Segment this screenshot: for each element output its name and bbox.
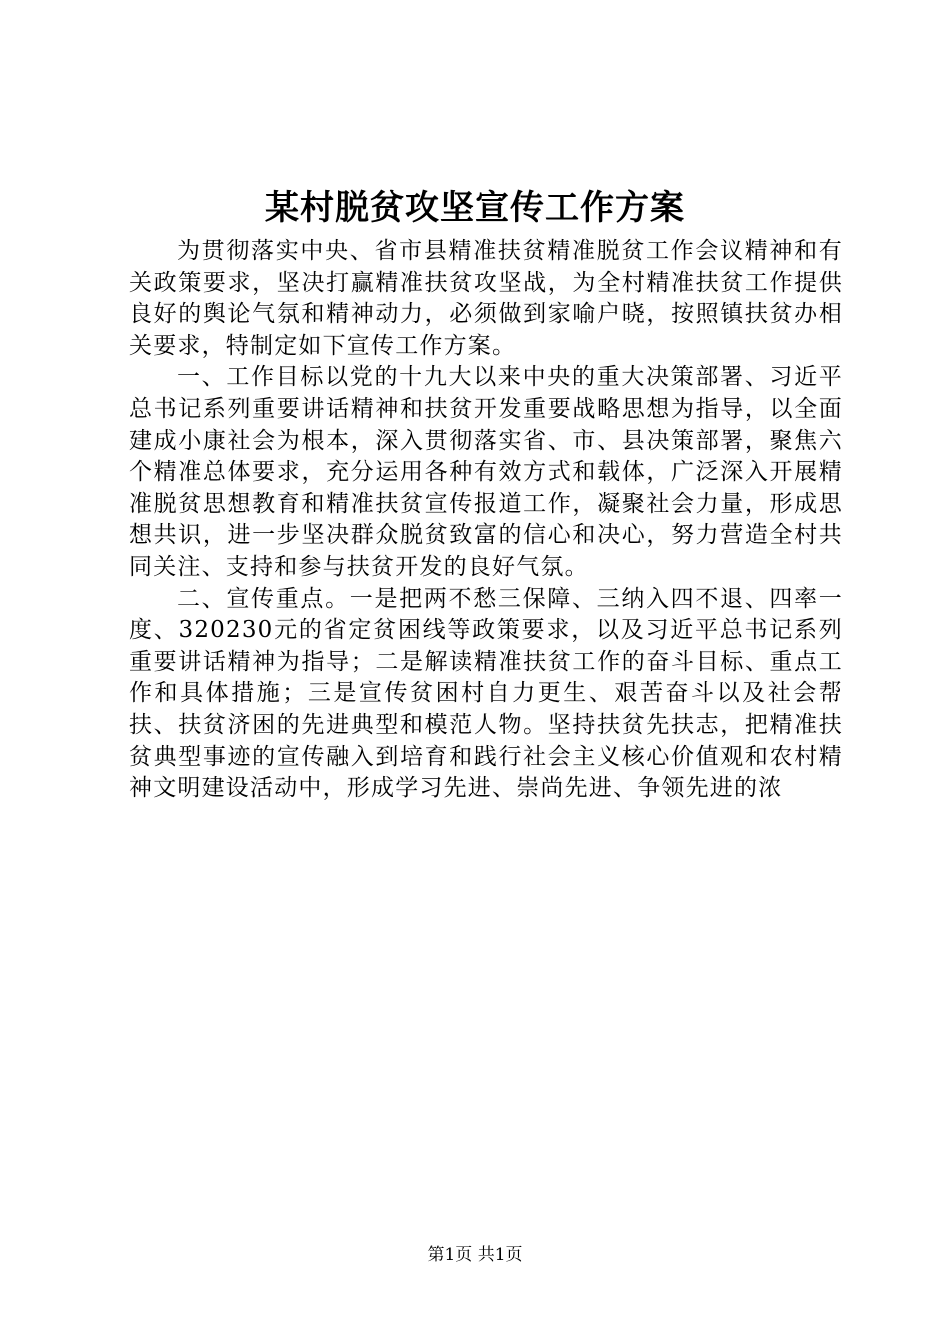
page-footer: 第1页 共1页 [427,1245,523,1265]
document-body [129,236,843,805]
document-title: 某村脱贫攻坚宣传工作方案 [265,188,685,228]
paragraph-work-goals: 一、工作目标以党的十九大以来中央的重大决策部署、习近平总书记系列重要讲话精神和扶贫开发重要战略思想为指导，以全面建成小康社会为根本，深入贯彻落实省、市、县决策部署，聚焦六个精准总体要求，充分运用各种有效方式和载体，广泛深入开展精准脱贫思想教育和精准扶贫宣传报道工作，凝聚社会力量，形成思想共识，进一步坚决群众脱贫致富的信心和决心，努力营造全村共同关注、支持和参与扶贫开发的良好气氛。 [129,364,843,580]
paragraph-intro: 为贯彻落实中央、省市县精准扶贫精准脱贫工作会议精神和有关政策要求，坚决打赢精准扶贫攻坚战，为全村精准扶贫工作提供良好的舆论气氛和精神动力，必须做到家喻户晓，按照镇扶贫办相关要求，特制定如下宣传工作方案。 [129,238,843,359]
paragraph-publicity-focus: 二、宣传重点。一是把两不愁三保障、三纳入四不退、四率一度、320230元的省定贫困线等政策要求，以及习近平总书记系列重要讲话精神为指导；二是解读精准扶贫工作的奋斗目标、重点工作和具体措施；三是宣传贫困村自力更生、艰苦奋斗以及社会帮扶、扶贫济困的先进典型和模范人物。坚持扶贫先扶志，把精准扶贫典型事迹的宣传融入到培育和践行社会主义核心价值观和农村精神文明建设活动中，形成学习先进、崇尚先进、争领先进的浓 [129,585,843,802]
